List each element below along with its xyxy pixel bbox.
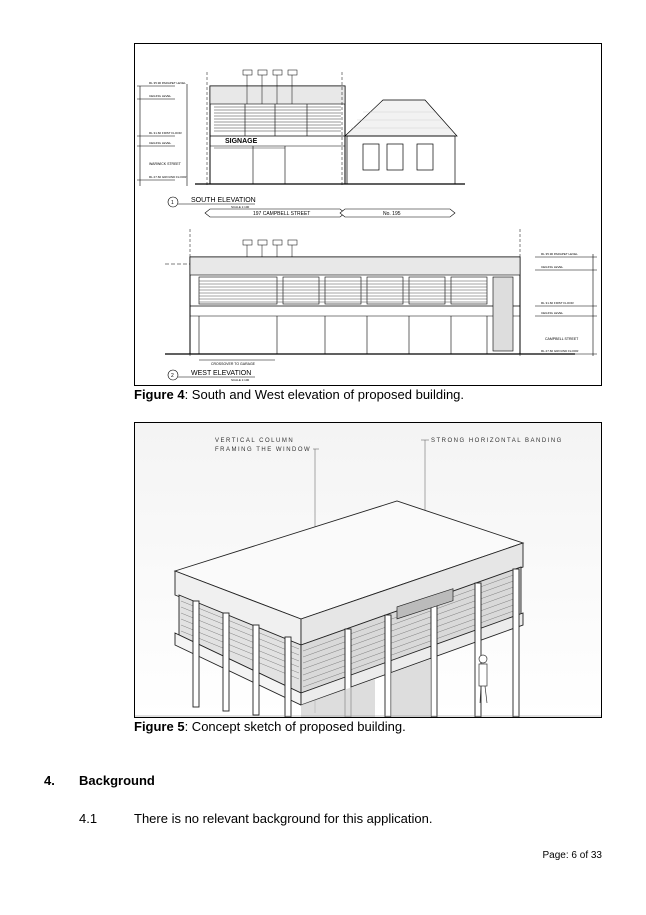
item-text: There is no relevant background for this application. <box>134 811 433 826</box>
figure-5-caption-text: : Concept sketch of proposed building. <box>184 719 406 734</box>
figure-5-label: Figure 5 <box>134 719 185 734</box>
figure-4-caption-text: : South and West elevation of proposed building. <box>184 387 465 402</box>
svg-text:RL 35.90 PARAPET LEVEL: RL 35.90 PARAPET LEVEL <box>149 81 186 85</box>
figure-5-caption <box>134 719 406 734</box>
svg-text:RL 31.60 FIRST FLOOR: RL 31.60 FIRST FLOOR <box>149 131 182 135</box>
svg-text:1: 1 <box>171 200 174 206</box>
page-number: Page: 6 of 33 <box>542 850 602 861</box>
campbell-street-label: CAMPBELL STREET <box>545 337 579 341</box>
section-title: Background <box>79 773 155 788</box>
figure-4-elevation-drawing <box>134 43 602 386</box>
svg-text:RL 35.90 PARAPET LEVEL: RL 35.90 PARAPET LEVEL <box>541 252 578 256</box>
street-label-left: 197 CAMPBELL STREET <box>253 211 311 217</box>
svg-text:CEILING LEVEL: CEILING LEVEL <box>149 141 172 145</box>
annotation-horizontal-banding: STRONG HORIZONTAL BANDING <box>431 438 563 444</box>
street-label-right: No. 195 <box>383 211 401 217</box>
warwick-street-label: WARWICK STREET <box>149 162 181 166</box>
figure-4-caption <box>134 387 464 402</box>
figure-5-concept-sketch <box>134 422 602 718</box>
svg-text:2: 2 <box>171 373 174 379</box>
svg-text:RL 31.60 FIRST FLOOR: RL 31.60 FIRST FLOOR <box>541 301 574 305</box>
south-elevation-scale: SCALE 1:100 <box>231 205 250 209</box>
figure-4-label: Figure 4 <box>134 387 185 402</box>
annotation-vertical-column: VERTICAL COLUMN <box>215 438 295 444</box>
section-number: 4. <box>44 773 55 788</box>
elevation-svg <box>135 44 601 385</box>
neighbouring-house <box>345 100 457 184</box>
south-elevation-title: SOUTH ELEVATION <box>191 197 256 204</box>
svg-text:CEILING LEVEL: CEILING LEVEL <box>541 311 564 315</box>
svg-text:CEILING LEVEL: CEILING LEVEL <box>541 265 564 269</box>
svg-text:RL 27.60 GROUND FLOOR: RL 27.60 GROUND FLOOR <box>541 349 579 353</box>
west-elevation-scale: SCALE 1:100 <box>231 378 250 382</box>
annotation-framing-window: FRAMING THE WINDOW <box>215 447 312 453</box>
west-elevation-title: WEST ELEVATION <box>191 370 252 377</box>
crossover-label: CROSSOVER TO GARAGE <box>211 362 256 366</box>
signage-label: SIGNAGE <box>225 138 258 145</box>
item-number: 4.1 <box>79 811 98 826</box>
svg-text:CEILING LEVEL: CEILING LEVEL <box>149 94 172 98</box>
svg-text:RL 27.60 GROUND FLOOR: RL 27.60 GROUND FLOOR <box>149 175 187 179</box>
concept-sketch-svg <box>135 423 601 717</box>
